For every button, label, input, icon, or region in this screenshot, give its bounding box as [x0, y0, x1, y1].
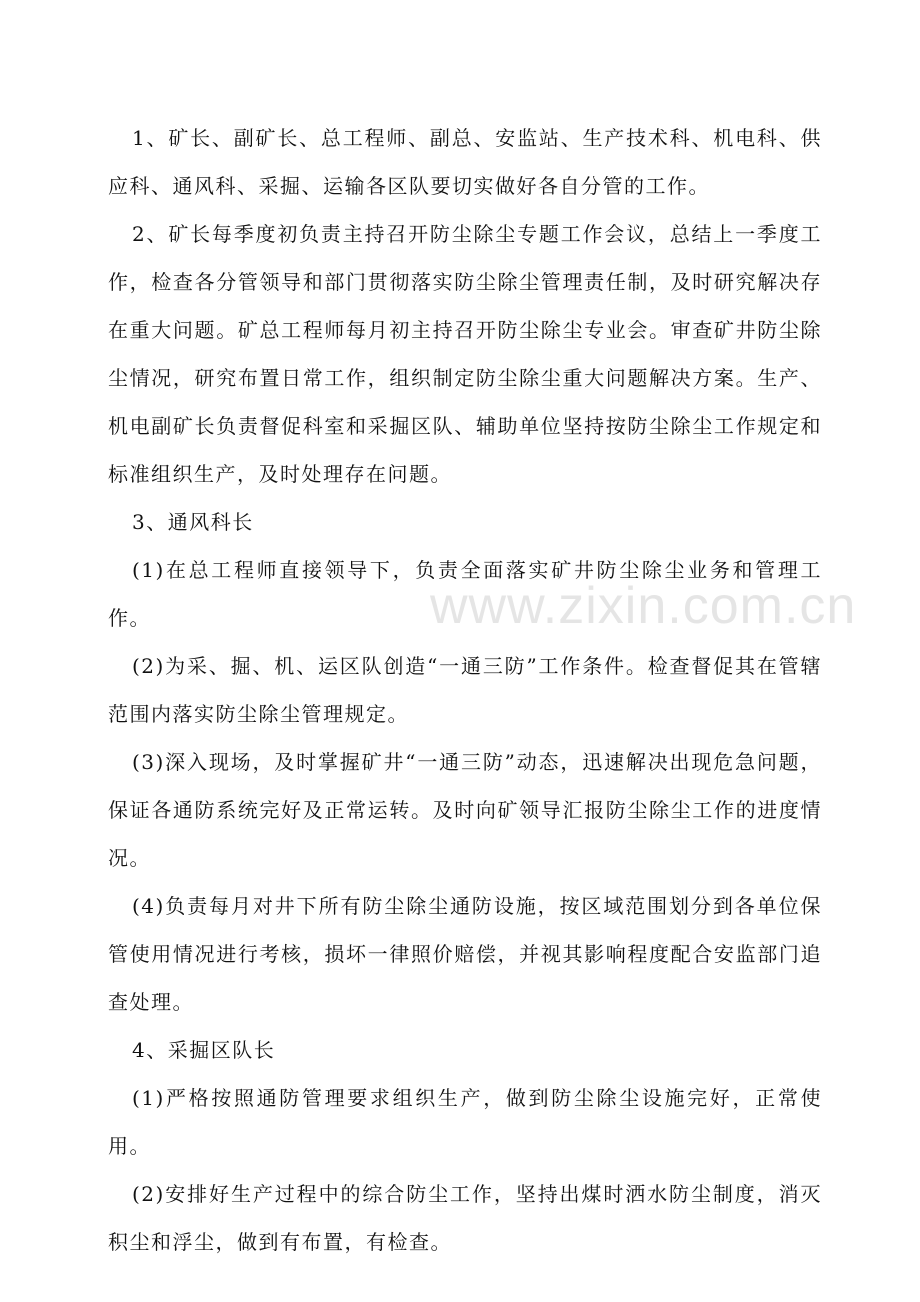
watermark-text: www.zixin.com.cn: [430, 577, 857, 635]
paragraph-3-4: (4)负责每月对井下所有防尘除尘通防设施，按区域范围划分到各单位保管使用情况进行考核，损坏一律照价赔偿，并视其影响程度配合安监部门追查处理。: [108, 894, 822, 1014]
section-heading-ventilation-chief: 3、通风科长: [132, 510, 254, 534]
paragraph-2: 2、矿长每季度初负责主持召开防尘除尘专题工作会议，总结上一季度工作，检查各分管领导和部门贯彻落实防尘除尘管理责任制，及时研究解决存在重大问题。矿总工程师每月初主持召开防尘除尘专业会。审查矿井防尘除尘情况，研究布置日常工作，组织制定防尘除尘重大问题解决方案。生产、机电副矿长负责督促科室和采掘区队、辅助单位坚持按防尘除尘工作规定和标准组织生产，及时处理存在问题。: [108, 222, 822, 486]
paragraph-4-1: (1)严格按照通防管理要求组织生产，做到防尘除尘设施完好，正常使用。: [108, 1086, 822, 1158]
paragraph-4-2: (2)安排好生产过程中的综合防尘工作，坚持出煤时洒水防尘制度，消灭积尘和浮尘，做到有布置，有检查。: [108, 1182, 822, 1254]
paragraph-3-2: (2)为采、掘、机、运区队创造“一通三防”工作条件。检查督促其在管辖范围内落实防尘除尘管理规定。: [108, 654, 822, 726]
paragraph-1: 1、矿长、副矿长、总工程师、副总、安监站、生产技术科、机电科、供应科、通风科、采掘、运输各区队要切实做好各自分管的工作。: [108, 126, 822, 198]
section-heading-mining-team-leader: 4、采掘区队长: [132, 1038, 276, 1062]
document-body: [108, 114, 822, 1266]
paragraph-3-1: (1)在总工程师直接领导下，负责全面落实矿井防尘除尘业务和管理工作。: [108, 558, 822, 630]
paragraph-3-3: (3)深入现场，及时掌握矿井“一通三防”动态，迅速解决出现危急问题，保证各通防系统完好及正常运转。及时向矿领导汇报防尘除尘工作的进度情况。: [108, 750, 822, 870]
